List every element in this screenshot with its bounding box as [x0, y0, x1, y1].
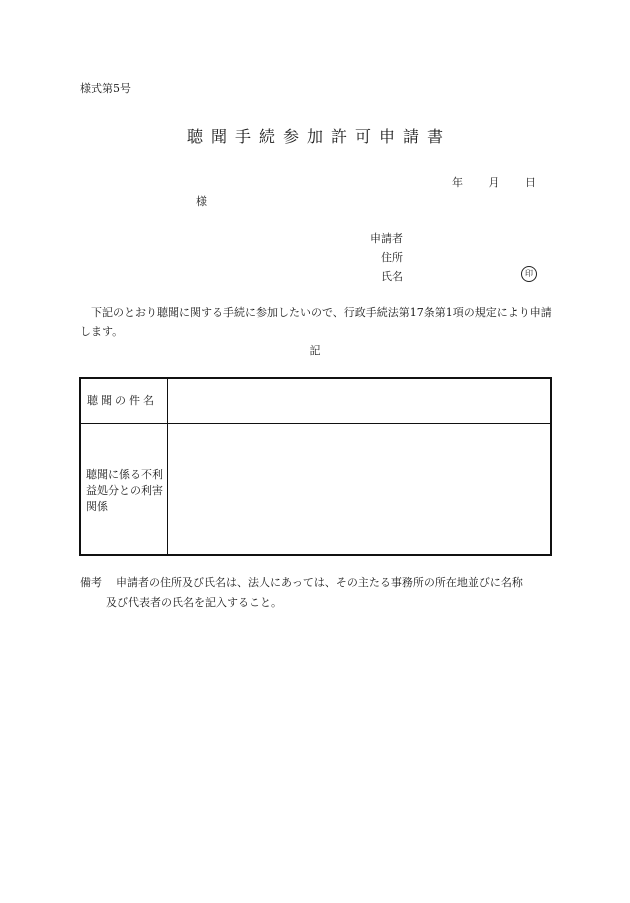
address-label: 住所 [381, 251, 403, 264]
addressee-suffix: 様 [196, 195, 207, 208]
notes-line-1: 申請者の住所及び氏名は、法人にあっては、その主たる事務所の所在地並びに名称 [116, 576, 523, 589]
seal-mark: 印 [521, 266, 537, 282]
date-month-label: 月 [488, 176, 500, 189]
interest-relation-label: 聴聞に係る不利益処分との利害関係 [86, 468, 163, 513]
form-number: 様式第5号 [80, 82, 131, 95]
date-row [452, 174, 536, 190]
body-paragraph: 下記のとおり聴聞に関する手続に参加したいので、行政手続法第17条第1項の規定により申請します。 [80, 306, 552, 338]
applicant-label: 申請者 [370, 232, 403, 245]
hearing-subject-label: 聴聞の件名 [87, 394, 157, 407]
date-day-label: 日 [525, 176, 536, 189]
application-table [79, 377, 552, 556]
name-label: 氏名 [381, 270, 403, 283]
notes-line-2: 及び代表者の氏名を記入すること。 [106, 596, 282, 609]
notes-label: 備考 [80, 576, 102, 589]
document-title: 聴聞手続参加許可申請書 [186, 127, 451, 146]
interest-relation-field[interactable] [168, 424, 550, 554]
record-mark: 記 [309, 344, 321, 357]
date-year-label: 年 [452, 176, 463, 189]
hearing-subject-field[interactable] [168, 379, 550, 423]
